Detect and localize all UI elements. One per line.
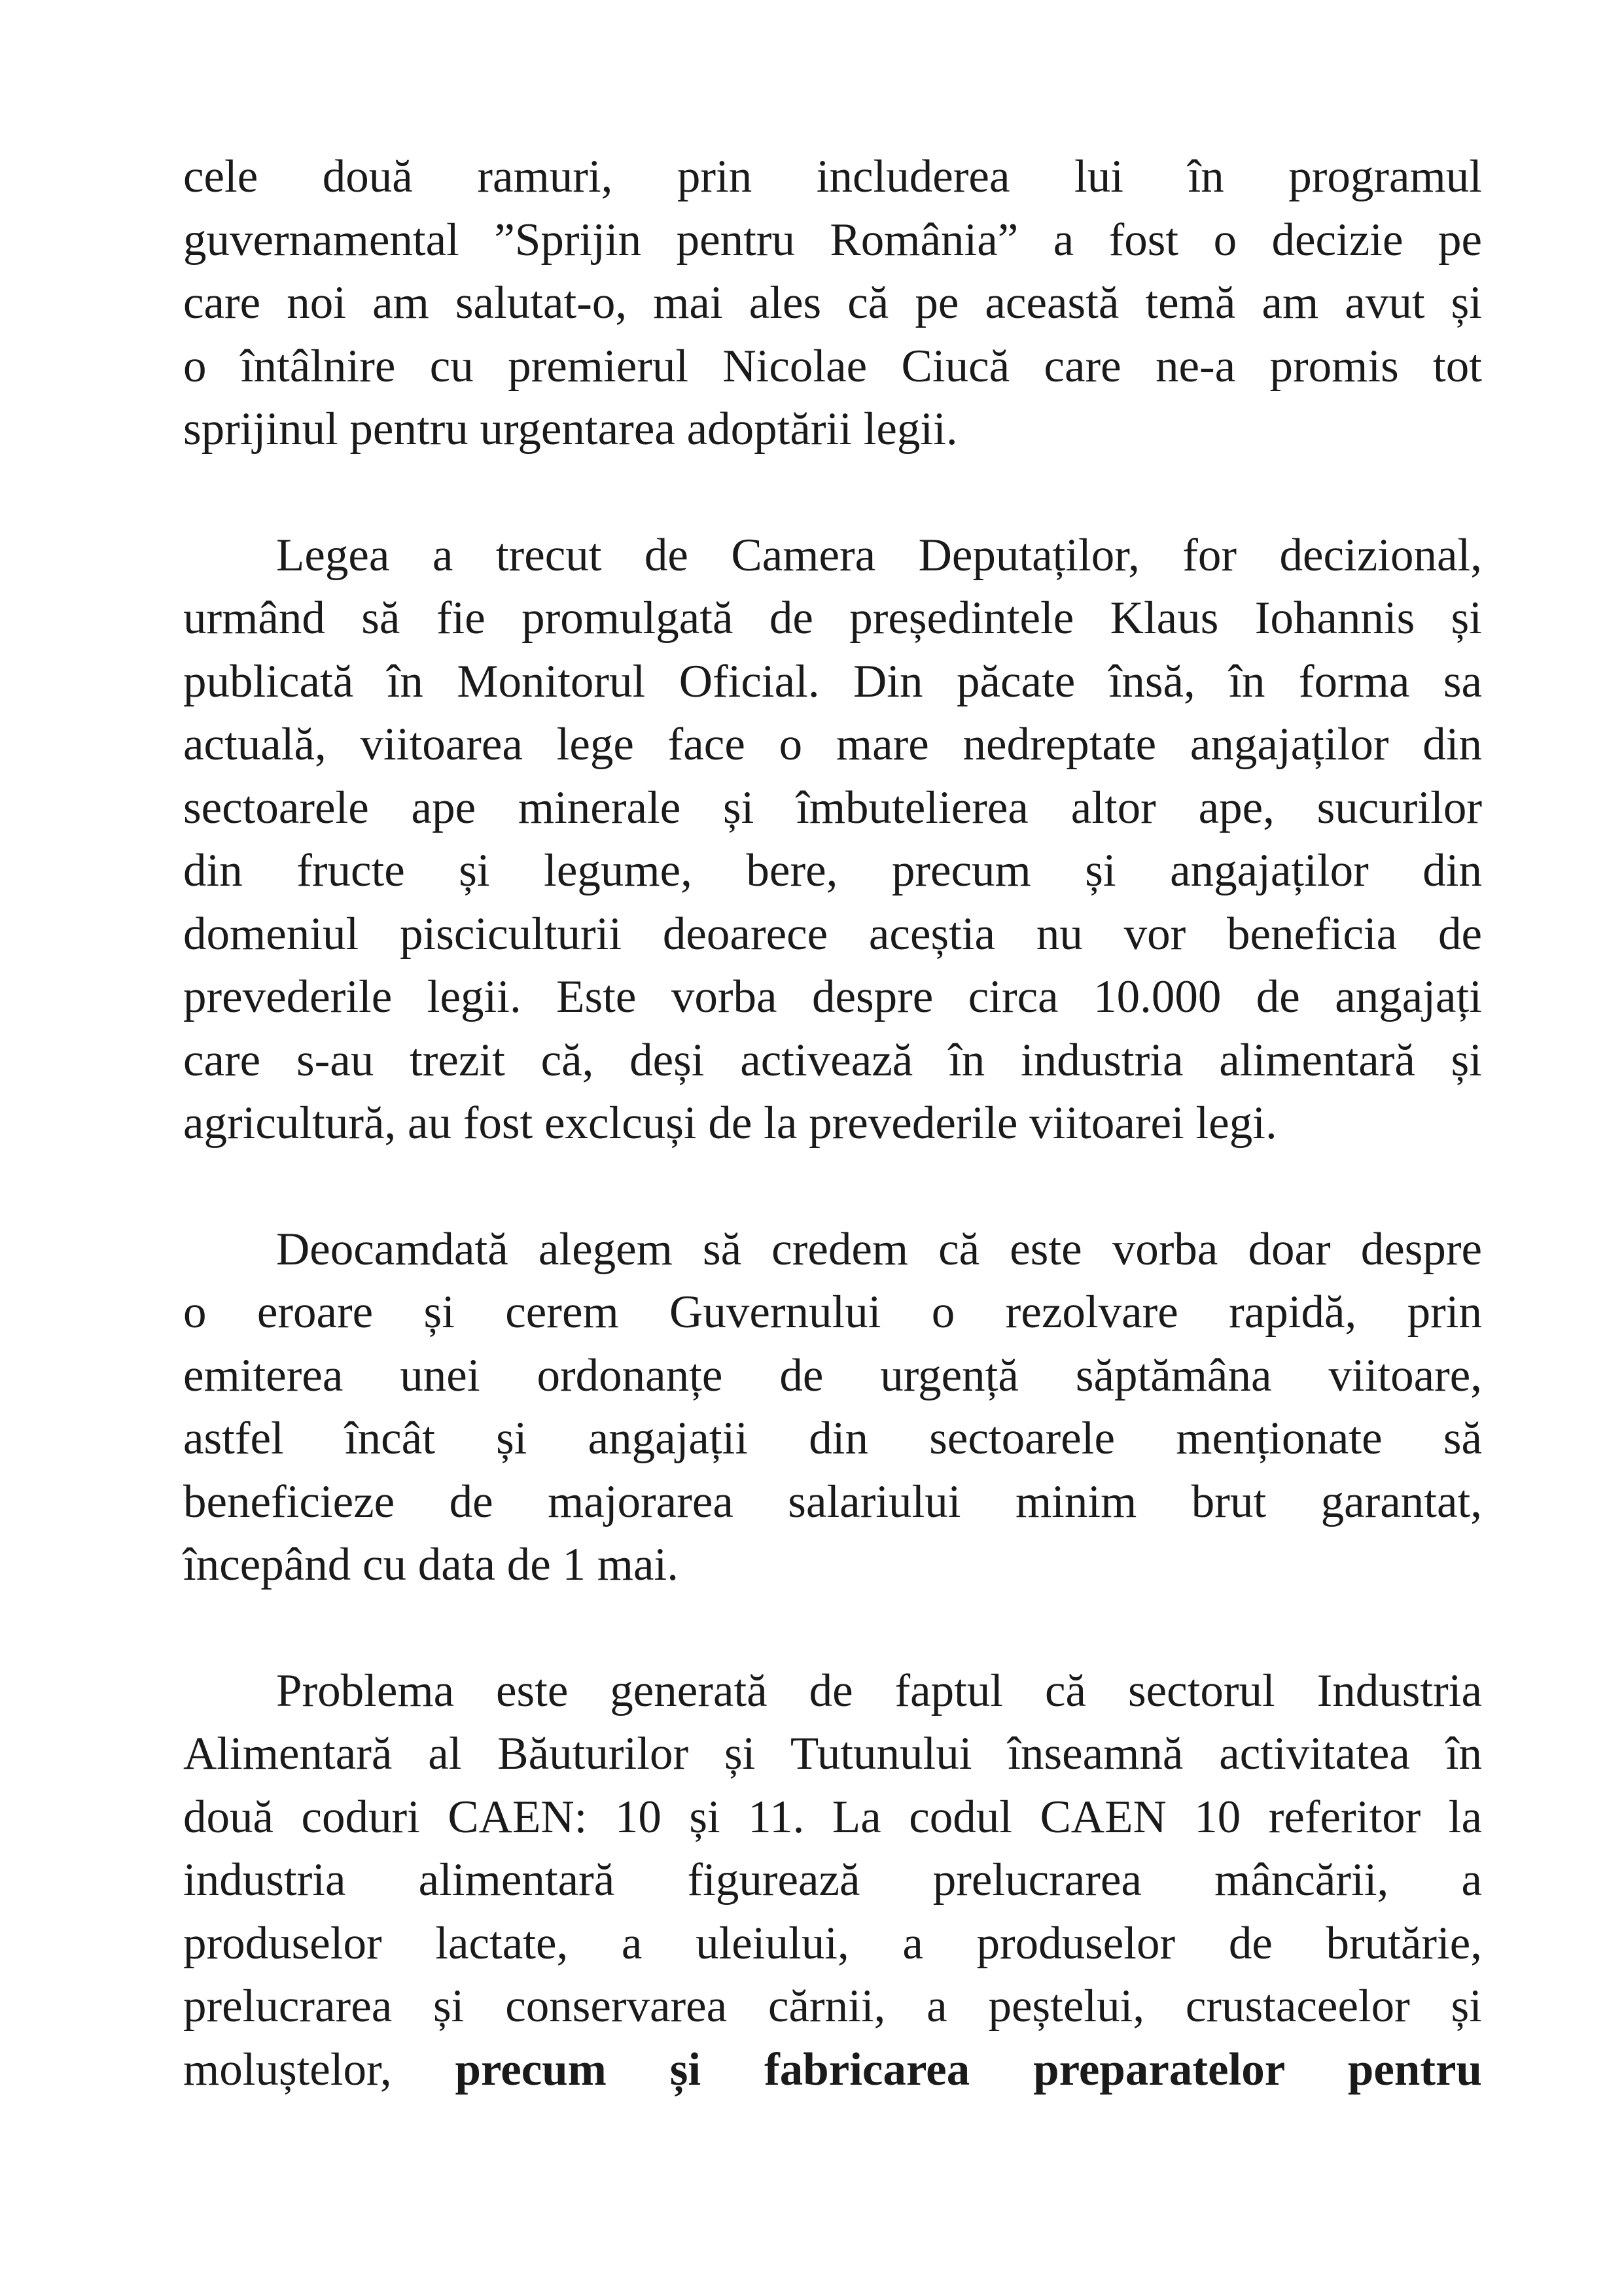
paragraph-3 xyxy=(183,1218,1482,1597)
text-line-mixed xyxy=(183,2038,1482,2102)
text-line: o întâlnire cu premierul Nicolae Ciucă care ne-a promis tot xyxy=(183,340,1482,392)
text-normal: moluștelor, xyxy=(183,2044,455,2095)
text-line: Legea a trecut de Camera Deputaților, for decizional, xyxy=(276,529,1482,581)
text-line: care noi am salutat-o, mai ales că pe această temă am avut și xyxy=(183,277,1482,328)
paragraph-spacer xyxy=(183,1155,1482,1218)
text-line: publicată în Monitorul Oficial. Din păcate însă, în forma sa xyxy=(183,655,1482,707)
text-line: sprijinul pentru urgentarea adoptării legii. xyxy=(183,404,958,455)
text-line: guvernamental ”Sprijin pentru România” a fost o decizie pe xyxy=(183,214,1482,266)
text-line: actuală, viitoarea lege face o mare nedreptate angajaților din xyxy=(183,719,1482,770)
paragraph-spacer xyxy=(183,461,1482,524)
text-line: sectoarele ape minerale și îmbutelierea altor ape, sucurilor xyxy=(183,782,1482,833)
text-line: care s-au trezit că, deși activează în industria alimentară și xyxy=(183,1034,1482,1086)
text-line: două coduri CAEN: 10 și 11. La codul CAEN 10 referitor la xyxy=(183,1791,1482,1843)
text-line: din fructe și legume, bere, precum și angajaților din xyxy=(183,845,1482,896)
text-bold-emphasis: precum și fabricarea preparatelor pentru xyxy=(455,2044,1482,2095)
paragraph-2 xyxy=(183,524,1482,1155)
text-line: începând cu data de 1 mai. xyxy=(183,1539,679,1590)
text-line: industria alimentară figurează prelucrarea mâncării, a xyxy=(183,1854,1482,1905)
text-line: beneficieze de majorarea salariului minim brut garantat, xyxy=(183,1476,1482,1527)
text-line: prelucrarea și conservarea cărnii, a peștelui, crustaceelor și xyxy=(183,1981,1482,2032)
text-line: Alimentară al Băuturilor și Tutunului înseamnă activitatea în xyxy=(183,1728,1482,1779)
text-line: emiterea unei ordonanțe de urgență săptămâna viitoare, xyxy=(183,1349,1482,1401)
text-line: urmând să fie promulgată de președintele Klaus Iohannis și xyxy=(183,593,1482,644)
document-page xyxy=(183,145,1482,2101)
paragraph-4 xyxy=(183,1660,1482,2102)
text-line: agricultură, au fost exclcuși de la prevederile viitoarei legi. xyxy=(183,1098,1277,1149)
text-line: prevederile legii. Este vorba despre circa 10.000 de angajați xyxy=(183,971,1482,1022)
text-line: Problema este generată de faptul că sectorul Industria xyxy=(276,1665,1482,1716)
text-line: Deocamdată alegem să credem că este vorba doar despre xyxy=(276,1223,1482,1275)
paragraph-1 xyxy=(183,145,1482,461)
text-line: produselor lactate, a uleiului, a produselor de brutărie, xyxy=(183,1917,1482,1969)
text-line: o eroare și cerem Guvernului o rezolvare rapidă, prin xyxy=(183,1287,1482,1338)
text-line: astfel încât și angajații din sectoarele menționate să xyxy=(183,1413,1482,1464)
text-line: domeniul pisciculturii deoarece aceștia nu vor beneficia de xyxy=(183,908,1482,960)
paragraph-spacer xyxy=(183,1597,1482,1660)
text-line: cele două ramuri, prin includerea lui în programul xyxy=(183,151,1482,202)
